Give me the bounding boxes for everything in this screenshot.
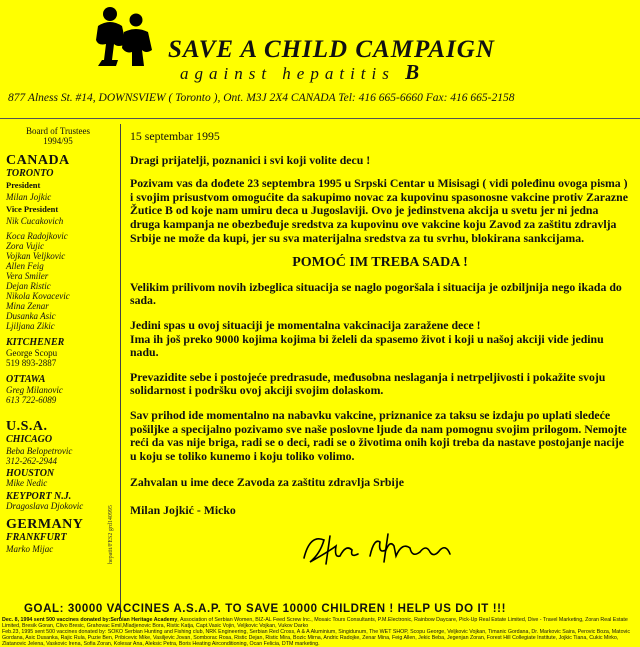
president-name: Milan Jojkic <box>6 192 52 202</box>
board-title: Board of Trustees <box>25 126 90 136</box>
donors-list <box>2 617 638 647</box>
president-label: President <box>6 180 41 190</box>
member-name: Koca Radojkovic <box>6 231 68 241</box>
campaign-subtitle: against hepatitis B <box>180 60 420 84</box>
header-divider <box>0 118 640 119</box>
kitchener-phone: 519 893-2887 <box>6 358 57 368</box>
vice-president-label: Vice President <box>6 204 59 214</box>
address-line: 877 Alness St. #14, DOWNSVIEW ( Toronto ), Ont. M3J 2X4 CANADA Tel: 416 665-6660 Fax: 416 665-2158 <box>8 92 515 104</box>
letter-signer: Milan Jojkić - Micko <box>130 502 236 517</box>
letter-greeting: Dragi prijatelji, poznanici i svi koji volite decu ! <box>130 152 371 167</box>
donors-first-shipment: Dec. 8, 1994 sent 500 vaccines donated by:Serbian Heritage Academy, Association of Serbian Women, BIZ-AL Feed Screw Inc., Mosaic Tours Consultants, P.M.Electronic, Rainbow Daycare, Pick-Up Real Estate Limited, Dive - Travel Marketing, Zoran Real Estate Limited, Bresik Goran, Clivo Bresic, Grahovac Emil,Mladjenovic Bora, Ristic Katja, Capt.Vasic Vojin, Veljkovic Vojkan, Vukov Darko <box>2 617 628 629</box>
letter-date: 15 septembar 1995 <box>130 129 220 143</box>
vice-president-name: Nik Cucakovich <box>6 216 64 226</box>
member-name: Zora Vujic <box>6 241 45 251</box>
frankfurt-contact-name: Marko Mijac <box>6 544 54 554</box>
board-of-trustees-sidebar <box>0 124 121 618</box>
member-name: Allen Feig <box>6 261 44 271</box>
campaign-goal: GOAL: 30000 VACCINES A.S.A.P. TO SAVE 10000 CHILDREN ! HELP US DO IT !!! <box>24 603 507 615</box>
city-chicago: CHICAGO <box>6 434 53 445</box>
city-keyport: KEYPORT N.J. <box>6 491 72 502</box>
letter-paragraph: Ima ih još preko 9000 kojima kojima bi želeli da spasemo život i koji u našoj akciji vide jedinu nadu. <box>130 331 604 360</box>
document-code-vertical: hepatit/FES2 grd140995 <box>108 505 114 564</box>
campaign-title: SAVE A CHILD CAMPAIGN <box>168 36 495 63</box>
letter-paragraph: Pozivam vas da dođete 23 septembra 1995 u Srpski Centar u Misisagi ( vidi poleđinu ovoga pisma ) i svojim prisustvom omogućite da sakupimo novac za kupovinu spasonosne vakcine protiv Zarazne Žutice B od koje nam umiru deca u Jugoslaviji. Ovo je jedinstvena akcija u svetu jer ni jedna druga kampanja ne obezbeđuje sredstva za kupovinu ove vakcine koju Zavod za zaštitu zdravlja Srbije ne može da kupi, jer su sva materijalna sredstva za tu svrhu, blokirana sankcijama. <box>130 176 628 245</box>
chicago-contact-name: Beba Belopetrovic <box>6 446 73 456</box>
city-ottawa: OTTAWA <box>6 374 46 385</box>
letter-paragraph: Jedini spas u ovoj situaciji je momentalna vakcinacija zaražene dece ! <box>130 317 481 332</box>
chicago-phone: 312-262-2944 <box>6 456 57 466</box>
country-germany: GERMANY <box>6 517 84 532</box>
member-name: Dusanka Asic <box>6 311 56 321</box>
member-name: Ljiljana Zikic <box>6 321 55 331</box>
city-toronto: TORONTO <box>6 168 54 179</box>
ottawa-phone: 613 722-6089 <box>6 395 57 405</box>
country-usa: U.S.A. <box>6 419 48 434</box>
city-houston: HOUSTON <box>6 468 55 479</box>
kitchener-contact-name: George Scopu <box>6 348 58 358</box>
member-name: Mina Zenar <box>6 301 49 311</box>
member-name: Vera Smiler <box>6 271 49 281</box>
handwritten-signature <box>300 528 460 572</box>
member-name: Dejan Ristic <box>6 281 51 291</box>
letter-paragraph: Velikim prilivom novih izbeglica situacija se naglo pogoršala i situacija je ozbiljnija nego ikada do sada. <box>130 279 622 308</box>
letter-heading: POMOĆ IM TREBA SADA ! <box>292 255 468 271</box>
board-years: 1994/95 <box>43 136 73 146</box>
member-name: Vojkan Veljkovic <box>6 251 66 261</box>
keyport-contact-name: Dragoslava Djokovic <box>6 501 84 511</box>
letter-paragraph: Sav prihod ide momentalno na nabavku vakcine, priznanice za taksu se izdaju po uplati sledeće pošiljke a specijalno pozivamo sve naše poslovne ljude da nam pomognu svojim prilogom. Nemojte reći da vas nije briga, radi se o deci, radi se o životima onih koji treba da nastave postojanje nacije u koju se toliko kunemo i koju toliko volimo. <box>130 407 627 463</box>
ottawa-contact-name: Greg Milanovic <box>6 385 63 395</box>
country-canada: CANADA <box>6 153 70 168</box>
donors-second-shipment: Feb.23, 1995 sent 500 vaccines donated by: SOKO Serbian Hunting and Fishing club, NRK Engineering, Serbian Red Cross, A & A Aluminium, Singidunum, The WET SHOP, Scopu George, Veljkovic Vojkan, Timanic Gordana, Dr. Markovic Saira, Perovic Boza, Matovic Gordana, Asic Dusanka, Rajic Rula, Puzie Ben, Pribicevic Mike, Vasiljevic Jovan, Somborac Rosa, Ristic Dejan, Ristic Mira, Bozic Mirna, Andric Radojke, Zenar Mina, Feig Allen, Jekic Beba, Jegenjan Zoran, Forest Hill Collegiate Institute, Jojkic Tiana, Cukic Mirko, Zlatanovic Jelena, Vaskovic Irena, Sofia Zoran, Kolesar Ana, Aleksic Petra, Boris Heating Airconditioning, Ocan Felicia, DTM marketing. <box>2 629 631 647</box>
houston-contact-name: Mike Nedic <box>6 478 48 488</box>
children-silhouette-logo <box>88 4 158 68</box>
city-frankfurt: FRANKFURT <box>6 532 67 543</box>
letter-paragraph: Prevazidite sebe i postojeće predrasude, međusobna neslaganja i netrpeljivosti i pokažite svoju solidarnost i podršku ovoj akciji svojim dolaskom. <box>130 369 606 398</box>
letter-closing: Zahvalan u ime dece Zavoda za zaštitu zdravlja Srbije <box>130 475 404 490</box>
city-kitchener: KITCHENER <box>6 337 65 348</box>
member-name: Nikola Kovacevic <box>6 291 70 301</box>
letter-body <box>130 130 630 517</box>
